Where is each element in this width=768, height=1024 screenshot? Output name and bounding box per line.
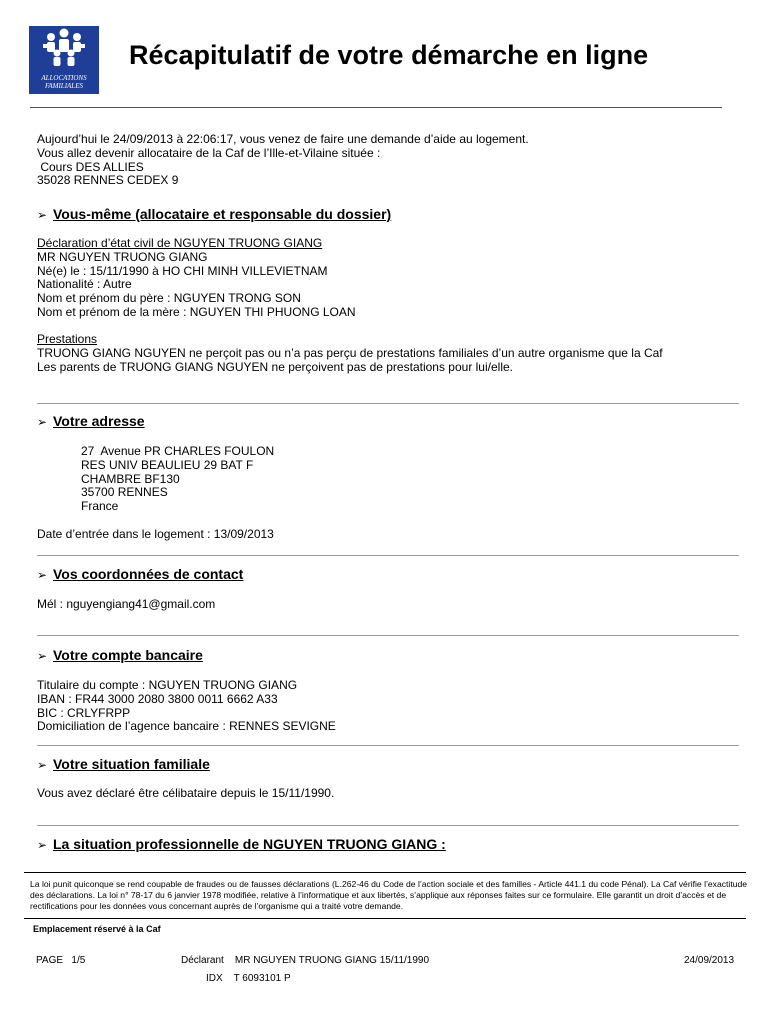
logo-line-1: ALLOCATIONS [41, 74, 87, 82]
prestations-block [37, 333, 663, 374]
family-block [37, 787, 334, 801]
intro-line: Cours DES ALLIES [37, 159, 144, 174]
civil-line: Nationalité : Autre [37, 277, 132, 292]
section-heading: La situation professionnelle de NGUYEN TRUONG GIANG : [53, 836, 446, 852]
legal-notice: La loi punit quiconque se rend coupable de fraudes ou de fausses déclarations (L.262-46 du Code de l’action sociale et des familles - Article 441.1 du code Pénal). La Caf vérifie l’exactitude des déclarations. La loi n° 78-17 du 6 janvier 1978 modifiée, relative à l’informatique et aux libertés, s’applique aux réponses faites sur ce formulaire. Elle garantit un droit d’accès et de rectifications pour les données vous concernant auprès de l’organisme qui a traité votre demande. [30, 879, 748, 911]
civil-line: MR NGUYEN TRUONG GIANG [37, 249, 208, 264]
civil-line: Né(e) le : 15/11/1990 à HO CHI MINH VILLEVIETNAM [37, 263, 328, 278]
section-divider [37, 403, 739, 404]
arrow-icon: ➢ [37, 415, 48, 429]
arrow-icon: ➢ [37, 568, 48, 582]
address-line: CHAMBRE BF130 [81, 471, 180, 486]
civil-line: Nom et prénom du père : NGUYEN TRONG SON [37, 291, 301, 306]
title-divider [30, 107, 722, 108]
address-line: France [81, 499, 119, 514]
legal-top-rule [24, 872, 746, 873]
section-professionnelle [37, 836, 446, 852]
prestations-line: Les parents de TRUONG GIANG NGUYEN ne perçoivent pas de prestations pour lui/elle. [37, 359, 513, 374]
footer-date: 24/09/2013 [684, 955, 735, 966]
intro-line: 35028 RENNES CEDEX 9 [37, 173, 179, 188]
declarant-info: Déclarant MR NGUYEN TRUONG GIANG 15/11/1990 [181, 955, 430, 966]
section-divider [37, 825, 739, 826]
address-line: 27 Avenue PR CHARLES FOULON [81, 444, 275, 458]
section-heading: Votre compte bancaire [53, 647, 203, 663]
move-in-date [37, 528, 274, 542]
intro-block [37, 133, 529, 188]
address-line: RES UNIV BEAULIEU 29 BAT F [81, 457, 254, 472]
bank-block [37, 679, 336, 734]
caf-logo [29, 26, 99, 94]
reserved-area-label: Emplacement réservé à la Caf [33, 924, 161, 934]
section-heading: Vos coordonnées de contact [53, 566, 244, 582]
intro-line: Aujourd’hui le 24/09/2013 à 22:06:17, vous venez de faire une demande d’aide au logement. [37, 132, 529, 146]
arrow-icon: ➢ [37, 649, 48, 663]
address-block [81, 445, 274, 514]
email-text: Mél : nguyengiang41@gmail.com [37, 597, 216, 611]
intro-line: Vous allez devenir allocataire de la Caf de l’Ille-et-Vilaine située : [37, 145, 381, 160]
section-contact [37, 566, 243, 582]
idx-reference: IDX T 6093101 P [206, 973, 291, 984]
bank-line: Domiciliation de l’agence bancaire : RENNES SEVIGNE [37, 719, 336, 734]
logo-line-2: FAMILIALES [45, 82, 83, 90]
bank-line: Titulaire du compte : NGUYEN TRUONG GIANG [37, 678, 298, 692]
arrow-icon: ➢ [37, 208, 48, 222]
prestations-label: Prestations [37, 332, 98, 346]
bank-line: BIC : CRLYFRPP [37, 705, 131, 720]
family-text: Vous avez déclaré être célibataire depuis le 15/11/1990. [37, 786, 335, 800]
section-heading: Votre adresse [53, 413, 145, 429]
section-heading: Vous-même (allocataire et responsable du dossier) [53, 206, 392, 222]
page-number: PAGE 1/5 [36, 955, 86, 966]
arrow-icon: ➢ [37, 758, 48, 772]
prestations-line: TRUONG GIANG NGUYEN ne perçoit pas ou n’a pas perçu de prestations familiales d’un autre organisme que la Caf [37, 345, 663, 360]
section-famille [37, 756, 210, 772]
section-divider [37, 745, 739, 746]
address-line: 35700 RENNES [81, 485, 168, 500]
section-heading: Votre situation familiale [53, 756, 210, 772]
civil-label: Déclaration d’état civil de NGUYEN TRUONG GIANG [37, 236, 323, 250]
section-banque [37, 647, 203, 663]
bank-line: IBAN : FR44 3000 2080 3800 0011 6662 A33 [37, 691, 278, 706]
arrow-icon: ➢ [37, 838, 48, 852]
move-in-date-text: Date d’entrée dans le logement : 13/09/2013 [37, 527, 274, 541]
civil-line: Nom et prénom de la mère : NGUYEN THI PHUONG LOAN [37, 304, 356, 319]
section-divider [37, 635, 739, 636]
civil-block [37, 237, 356, 320]
section-adresse [37, 413, 145, 429]
contact-block [37, 598, 215, 612]
section-divider [37, 555, 739, 556]
section-vous-meme [37, 206, 391, 222]
legal-bottom-rule [24, 918, 746, 919]
page-title: Récapitulatif de votre démarche en ligne [129, 40, 649, 70]
